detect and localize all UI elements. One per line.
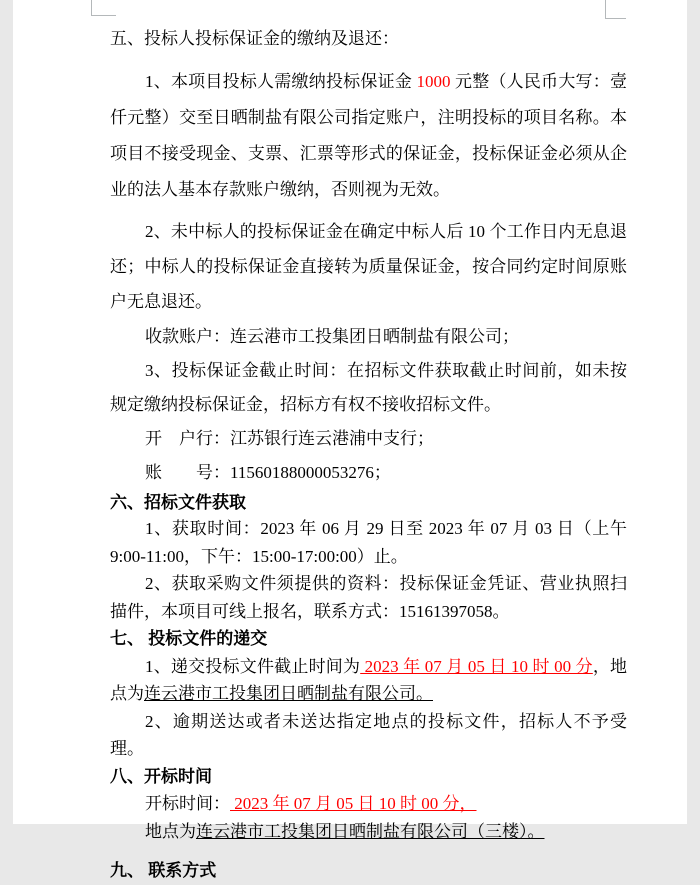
beneficiary-account-line: 收款账户：连云港市工投集团日晒制盐有限公司；: [145, 327, 519, 346]
submission-deadline-text: 1、递交投标文件截止时间为: [145, 656, 361, 676]
section-6-paragraph-1: 1、获取时间：2023 年 06 月 29 日至 2023 年 07 月 03 日（上午 9:00-11:00，下午：15:00-17:00:00）止。: [110, 519, 627, 566]
text-boundary-crop-mark-top-left: [91, 0, 116, 16]
section-5-paragraph-3: 3、投标保证金截止时间：在招标文件获取截止时间前，如未按规定缴纳投标保证金，招标方有权不接收招标文件。: [110, 361, 627, 414]
section-7-paragraph-1: [110, 653, 627, 708]
section-8-heading: 八、开标时间: [110, 766, 212, 786]
bid-opening-time-line: [110, 790, 627, 818]
bank-branch-line: 开 户行：江苏银行连云港浦中支行；: [145, 429, 434, 448]
bid-opening-location-prefix: 地点为: [145, 821, 196, 841]
bid-opening-time-label: 开标时间：: [145, 794, 230, 813]
submission-location-text: ，地点为: [110, 656, 628, 703]
account-number-line: 账 号：11560188000053276；: [145, 463, 391, 482]
section-6-paragraph-2: 2、获取采购文件须提供的资料：投标保证金凭证、营业执照扫描件，本项目可线上报名，联系方式：15161397058。: [110, 574, 627, 621]
bid-bond-text-before: 1、本项目投标人需缴纳投标保证金: [145, 72, 417, 91]
bid-bond-text-after: 元整（人民币大写：壹仟元整）交至日晒制盐有限公司指定账户，注明投标的项目名称。本项目不接受现金、支票、汇票等形式的保证金，投标保证金必须从企业的法人基本存款账户缴纳，否则视为无效。: [110, 72, 628, 199]
section-5-heading: 五、投标人投标保证金的缴纳及退还：: [110, 29, 399, 48]
section-5-paragraph-2: 2、未中标人的投标保证金在确定中标人后 10 个工作日内无息退还；中标人的投标保证金直接转为质量保证金，按合同约定时间原账户无息退还。: [110, 222, 627, 311]
section-9-heading: 九、 联系方式: [110, 861, 217, 880]
document-body: [110, 28, 627, 885]
bid-opening-location-name: 连云港市工投集团日晒制盐有限公司（三楼）。: [196, 821, 545, 841]
bid-bond-amount: 1000: [416, 72, 451, 91]
section-7-heading: 七、 投标文件的递交: [110, 629, 268, 648]
submission-deadline-datetime: 2023 年 07 月 05 日 10 时 00 分: [360, 656, 593, 676]
bid-opening-location-line: [110, 818, 627, 846]
document-page: [13, 0, 687, 880]
section-5-paragraph-1: [110, 64, 627, 208]
section-6-heading: 六、招标文件获取: [110, 493, 246, 512]
section-7-paragraph-2: 2、逾期送达或者未送达指定地点的投标文件，招标人不予受理。: [110, 711, 627, 758]
text-boundary-crop-mark-top-right: [605, 0, 626, 19]
submission-location-name: 连云港市工投集团日晒制盐有限公司。: [144, 684, 433, 703]
bid-opening-datetime: 2023 年 07 月 05 日 10 时 00 分，: [230, 794, 477, 813]
